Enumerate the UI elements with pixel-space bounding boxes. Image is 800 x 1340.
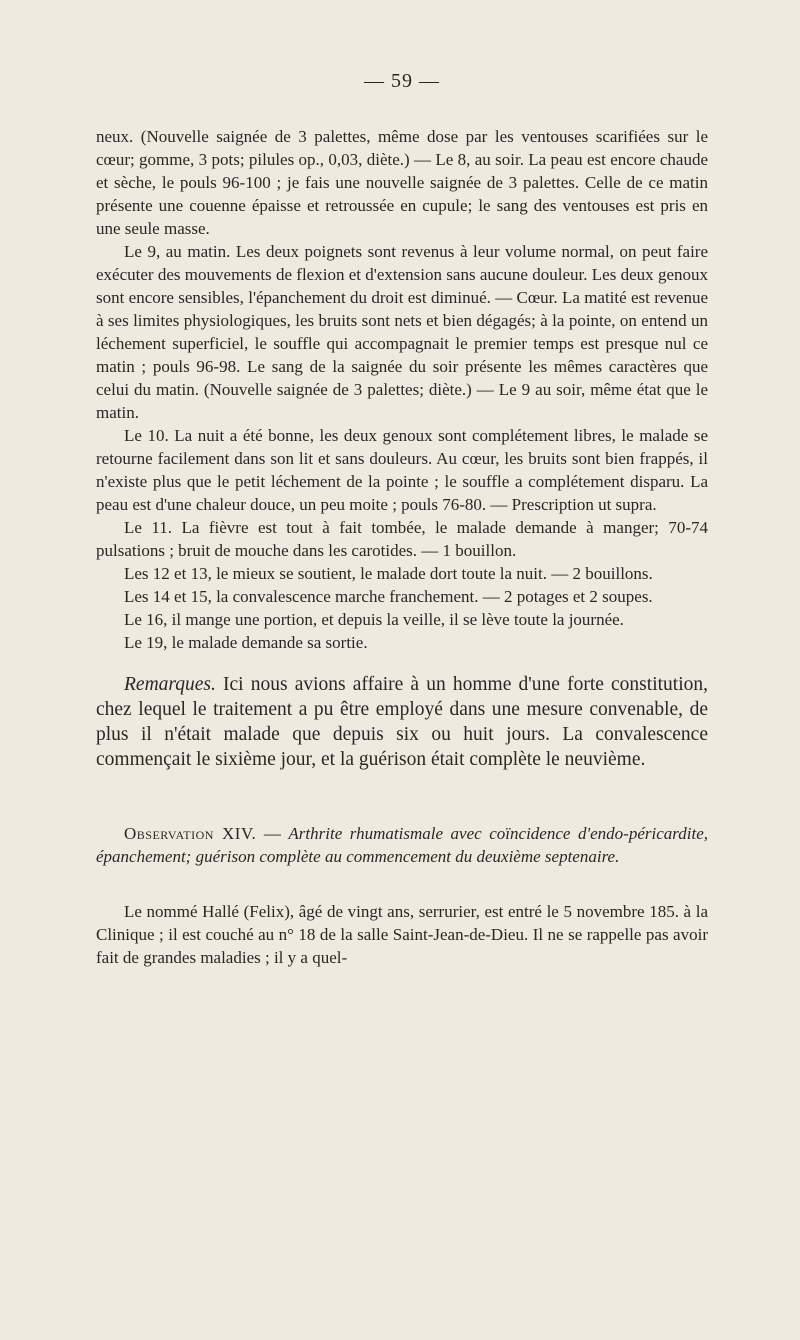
paragraph-8: Le 19, le malade demande sa sortie. [124,633,368,652]
observation-label: Observation XIV. [124,824,257,843]
remarks-text: Ici nous avions affaire à un homme d'une forte constitution, chez lequel le traitement a pu être employé dans une mesure convenable, de plus il n'était malade que depuis six ou huit jours. La convalescence commençait le sixième jour, et la guérison était complète le neuvième. [96,674,708,770]
paragraph-6: Les 14 et 15, la convalescence marche franchement. — 2 potages et 2 soupes. [124,587,653,606]
remarks-lead: Remarques. [124,674,216,695]
paragraph-7: Le 16, il mange une portion, et depuis la veille, il se lève toute la journée. [124,610,624,629]
observation-title: Arthrite rhumatismale avec coïncidence d'endo-péricardite, épanchement; guérison complète au commencement du deuxième septenaire. [96,824,708,866]
paragraph-3: Le 10. La nuit a été bonne, les deux genoux sont complétement libres, le malade se retourne facilement dans son lit et sans douleurs. Au cœur, les bruits sont bien frappés, il n'existe plus que le petit léchement de la pointe ; le souffle a complétement disparu. La peau est d'une chaleur douce, un peu moite ; pouls 76-80. — Prescription ut supra. [96,426,708,514]
final-paragraph: Le nommé Hallé (Felix), âgé de vingt ans, serrurier, est entré le 5 novembre 185. à la Clinique ; il est couché au n° 18 de la salle Saint-Jean-de-Dieu. Il ne se rappelle pas avoir fait de grandes maladies ; il y a quel- [96,902,708,967]
remarks-paragraph [96,672,708,772]
observation-dash: — [256,824,289,843]
paragraph-1: neux. (Nouvelle saignée de 3 palettes, même dose par les ventouses scarifiées sur le cœur; gomme, 3 pots; pilules op., 0,03, diète.) — Le 8, au soir. La peau est encore chaude et sèche, le pouls 96-100 ; je fais une nouvelle saignée de 3 palettes. Celle de ce matin présente une couenne épaisse et retroussée en cupule; le sang des ventouses est pris en une seule masse. [96,127,708,238]
paragraph-2: Le 9, au matin. Les deux poignets sont revenus à leur volume normal, on peut faire exécuter des mouvements de flexion et d'extension sans aucune douleur. Les deux genoux sont encore sensibles, l'épanchement du droit est diminué. — Cœur. La matité est revenue à ses limites physiologiques, les bruits sont nets et bien dégagés; à la pointe, on entend un léchement superficiel, le souffle qui accompagnait le premier temps est presque nul ce matin ; pouls 96-98. Le sang de la saignée du soir présente les mêmes caractères que celui du matin. (Nouvelle saignée de 3 palettes; diète.) — Le 9 au soir, même état que le matin. [96,242,708,422]
page-number: — 59 — [364,70,440,92]
paragraph-5: Les 12 et 13, le mieux se soutient, le malade dort toute la nuit. — 2 bouillons. [124,564,653,583]
case-notes [96,125,708,654]
observation-heading [96,822,708,868]
paragraph-4: Le 11. La fièvre est tout à fait tombée, le malade demande à manger; 70-74 pulsations ; bruit de mouche dans les carotides. — 1 bouillon. [96,518,708,560]
